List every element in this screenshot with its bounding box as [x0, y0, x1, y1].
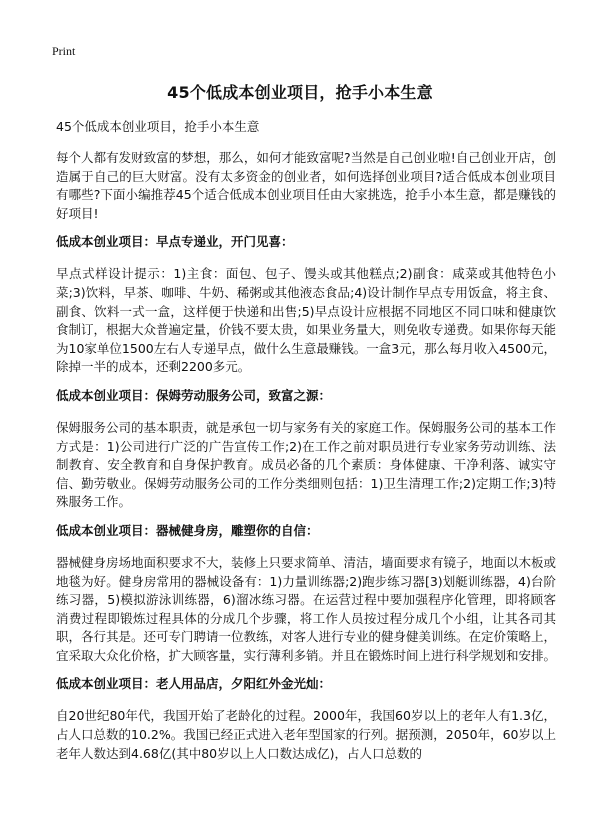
- section-body-breakfast-delivery: 早点式样设计提示：1)主食：面包、包子、馒头或其他糕点;2)副食：咸菜或其他特色小菜;3)饮料，早茶、咖啡、牛奶、稀粥或其他液态食品;4)设计制作早点专用饭盒，将主食、副食、饮料一式一盒，这样便于快递和出售;5)早点设计应根据不同地区不同口味和健康饮食制订，根据大众普遍定量，价钱不要太贵，如果业务量大，则免收专递费。如果你每天能为10家单位1500左右人专递早点，做什么生意最赚钱。一盒3元，那么每月收入4500元，除掉一半的成本，还剩2200多元。: [56, 266, 557, 375]
- section-body-housekeeping-service: 保姆服务公司的基本职责，就是承包一切与家务有关的家庭工作。保姆服务公司的基本工作方式是：1)公司进行广泛的广告宣传工作;2)在工作之前对职员进行专业家务劳动训练、法制教育、安全教育和自身保护教育。成员必备的几个素质：身体健康、干净利落、诚实守信、勤劳敬业。保姆劳动服务公司的工作分类细则包括：1)卫生清理工作;2)定期工作;3)特殊服务工作。: [56, 419, 557, 510]
- section-body-fitness-gym: 器械健身房场地面积要求不大，装修上只要求简单、清洁，墙面要求有镜子，地面以木板或地毯为好。健身房常用的器械设备有：1)力量训练器;2)跑步练习器[3)划艇训练器，4)台阶练习器，5)模拟游泳训练器，6)溜冰练习器。在运营过程中要加强程序化管理，即将顾客消费过程即锻炼过程具体的分成几个步骤，将工作人员按过程分成几个小组，让其各司其职，各行其是。还可专门聘请一位教练，对客人进行专业的健身健美训练。在定价策略上，宜采取大众化价格，扩大顾客量，实行薄利多销。并且在锻炼时间上进行科学规划和安排。: [56, 554, 557, 663]
- print-link[interactable]: Print: [52, 44, 76, 58]
- page-title: 45个低成本创业项目，抢手小本生意: [167, 83, 433, 102]
- section-body-elderly-goods-store: 自20世纪80年代，我国开始了老龄化的过程。2000年，我国60岁以上的老年人有1.3亿，占人口总数的10.2%。我国已经正式进入老年型国家的行列。据预测，2050年，60岁以上老年人数达到4.68亿(其中80岁以上人口数达成亿)，占人口总数的: [56, 708, 556, 761]
- section-heading-housekeeping-service: 低成本创业项目：保姆劳动服务公司，致富之源：: [56, 387, 332, 403]
- article-body: [56, 118, 556, 773]
- section-heading-breakfast-delivery: 低成本创业项目：早点专递业，开门见喜：: [56, 234, 294, 250]
- section-heading-elderly-goods-store: 低成本创业项目：老人用品店，夕阳红外金光灿：: [56, 676, 332, 692]
- article-subtitle: 45个低成本创业项目，抢手小本生意: [56, 119, 260, 134]
- intro-paragraph: 每个人都有发财致富的梦想，那么，如何才能致富呢?当然是自己创业啦!自己创业开店，创造属于自己的巨大财富。没有太多资金的创业者，如何选择创业项目?适合低成本创业项目有哪些?下面小编推荐45个适合低成本创业项目任由大家挑选，抢手小本生意，都是赚钱的好项目!: [56, 150, 556, 221]
- section-heading-fitness-gym: 低成本创业项目：器械健身房，雕塑你的自信：: [56, 522, 319, 538]
